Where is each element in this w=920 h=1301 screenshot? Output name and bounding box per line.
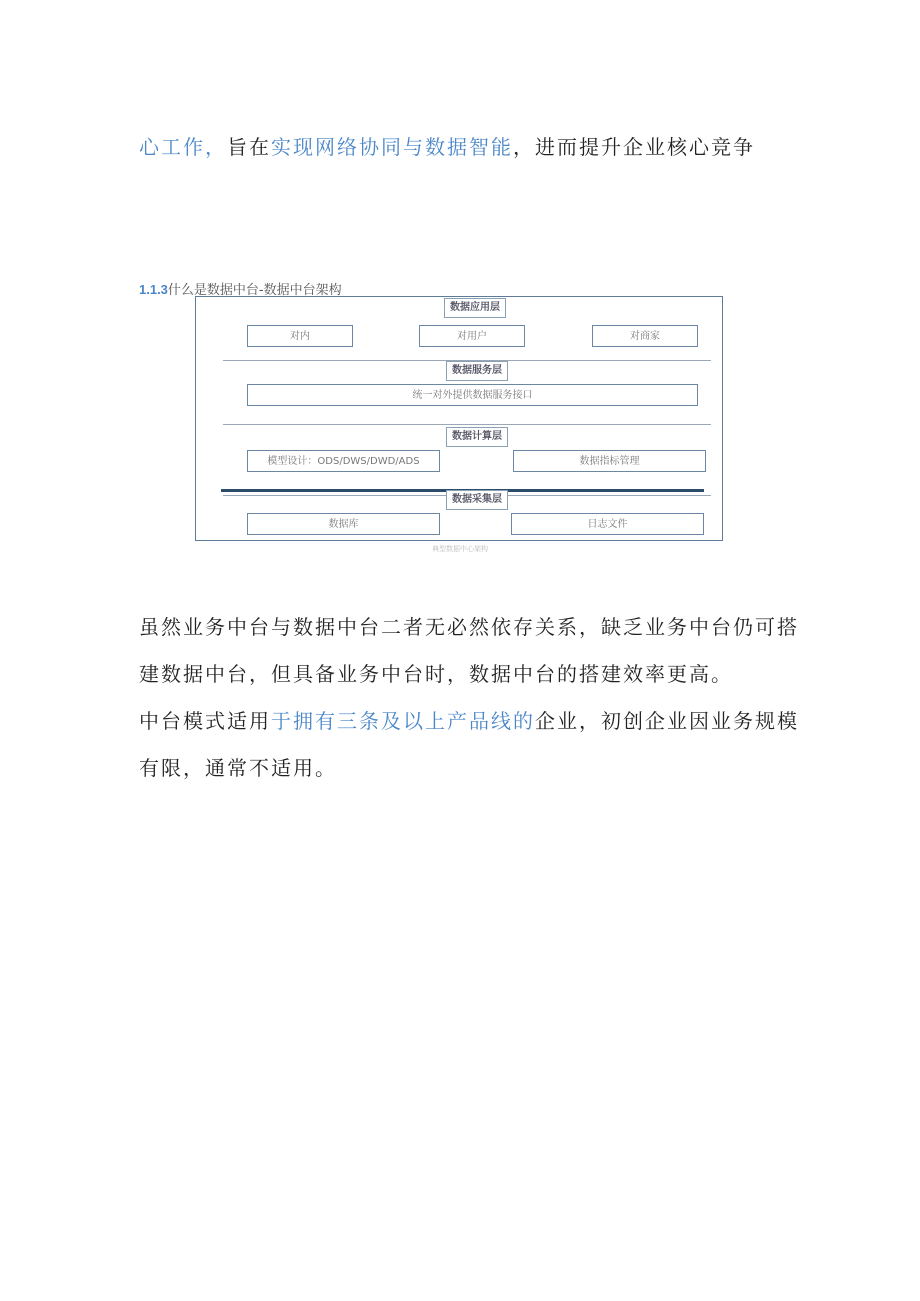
- box-metrics: 数据指标管理: [513, 450, 706, 472]
- architecture-diagram: [195, 296, 723, 553]
- text-segment: 心工作，: [139, 135, 227, 159]
- box-merchant: 对商家: [592, 325, 698, 347]
- text-segment: 企业，初创企业因业务规模: [535, 709, 799, 733]
- section-number: 1.1.3: [139, 282, 168, 297]
- box-internal: 对内: [247, 325, 353, 347]
- paragraph-line-4: 有限，通常不适用。: [139, 756, 337, 780]
- layer-label-compute: 数据计算层: [446, 427, 508, 447]
- text-segment: 中台模式适用: [139, 709, 271, 733]
- text-segment: 实现网络协同与数据智能: [271, 135, 513, 159]
- paragraph-line-3: [139, 706, 799, 736]
- box-user: 对用户: [419, 325, 525, 347]
- paragraph-line-2: 建数据中台，但具备业务中台时，数据中台的搭建效率更高。: [139, 662, 733, 686]
- layer-divider: [223, 424, 711, 425]
- box-model: 模型设计：ODS/DWS/DWD/ADS: [247, 450, 440, 472]
- paragraph-line-1: 虽然业务中台与数据中台二者无必然依存关系，缺乏业务中台仍可搭: [139, 615, 799, 639]
- paragraph-top: [139, 132, 755, 162]
- section-title: 什么是数据中台-数据中台架构: [167, 283, 342, 298]
- text-segment: ，进而提升企业核心竞争: [513, 135, 755, 159]
- text-segment: 于拥有三条及以上产品线的: [271, 709, 535, 733]
- diagram-caption: 典型数据中心架构: [432, 545, 488, 553]
- layer-label-app: 数据应用层: [444, 298, 506, 318]
- box-database: 数据库: [247, 513, 440, 535]
- layer-label-collect: 数据采集层: [446, 490, 508, 510]
- text-segment: 旨在: [227, 135, 271, 159]
- layer-label-service: 数据服务层: [446, 361, 508, 381]
- box-logs: 日志文件: [511, 513, 704, 535]
- box-api: 统一对外提供数据服务接口: [247, 384, 698, 406]
